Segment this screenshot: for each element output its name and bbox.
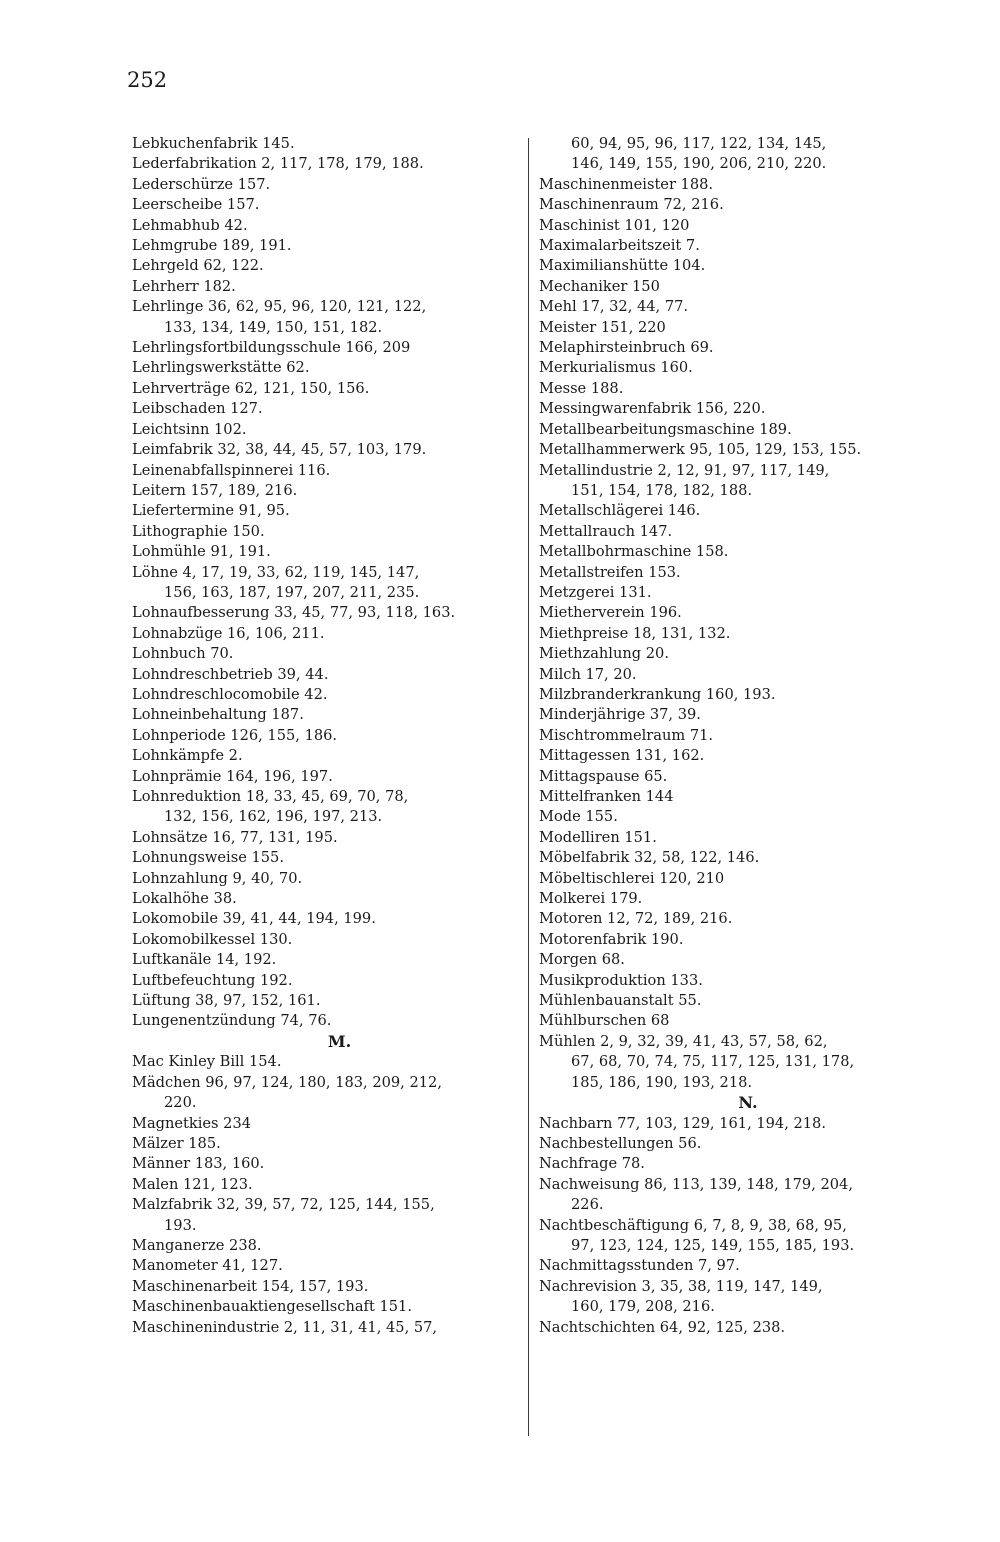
page-number: 252 [127,68,168,92]
index-entry: Liefertermine 91, 95. [132,502,290,520]
index-entry: Löhne 4, 17, 19, 33, 62, 119, 145, 147, [132,563,420,581]
index-entry: Lohnkämpfe 2. [132,747,243,765]
index-entry: Lohnaufbesserung 33, 45, 77, 93, 118, 163. [132,604,456,622]
index-entry: Lohndreschlocomobile 42. [132,685,328,703]
index-entry: Minderjährige 37, 39. [539,706,701,724]
index-entry: Maximilianshütte 104. [539,257,706,275]
index-entry: Mehl 17, 32, 44, 77. [539,298,689,316]
index-entry: Mühlen 2, 9, 32, 39, 41, 43, 57, 58, 62, [539,1032,828,1050]
index-entry: Möbeltischlerei 120, 210 [539,869,725,887]
index-entry: Messingwarenfabrik 156, 220. [539,400,766,418]
index-entry: Malen 121, 123. [132,1175,253,1193]
index-entry: Mode 155. [539,808,618,826]
index-column-right [539,134,929,1338]
index-entry: Nachbarn 77, 103, 129, 161, 194, 218. [539,1114,826,1132]
index-entry: Metallindustrie 2, 12, 91, 97, 117, 149, [539,461,830,479]
index-entry: Möbelfabrik 32, 58, 122, 146. [539,849,760,867]
index-entry: Metallhammerwerk 95, 105, 129, 153, 155. [539,441,862,459]
index-entry: Mädchen 96, 97, 124, 180, 183, 209, 212, [132,1073,442,1091]
index-entry-continuation: 160, 179, 208, 216. [571,1298,715,1316]
section-letter: N. [738,1093,758,1113]
index-entry: Maschinist 101, 120 [539,216,690,234]
index-entry: Maschinenmeister 188. [539,175,714,193]
index-entry: Nachtbeschäftigung 6, 7, 8, 9, 38, 68, 95, [539,1216,847,1234]
index-entry: Meister 151, 220 [539,318,666,336]
index-entry: Malzfabrik 32, 39, 57, 72, 125, 144, 155, [132,1196,435,1214]
index-entry: Maschinenbauaktiengesellschaft 151. [132,1298,412,1316]
index-entry: Nachmittagsstunden 7, 97. [539,1257,740,1275]
index-entry: Motoren 12, 72, 189, 216. [539,910,733,928]
index-entry: Metallschlägerei 146. [539,502,701,520]
index-entry: Metallbohrmaschine 158. [539,543,729,561]
index-entry: Männer 183, 160. [132,1155,265,1173]
index-entry: Miethpreise 18, 131, 132. [539,624,731,642]
index-entry: Lüftung 38, 97, 152, 161. [132,992,321,1010]
index-entry: Modelliren 151. [539,828,657,846]
section-letter: M. [327,1031,352,1051]
index-entry: Lohneinbehaltung 187. [132,706,304,724]
index-entry: Nachtschichten 64, 92, 125, 238. [539,1318,786,1336]
index-entry: Lohmühle 91, 191. [132,543,271,561]
index-entry: Mittagspause 65. [539,767,668,785]
index-entry: Mietherverein 196. [539,604,682,622]
index-entry: Lohnabzüge 16, 106, 211. [132,624,325,642]
index-entry: Maximalarbeitszeit 7. [539,237,700,255]
index-entry: Milzbranderkrankung 160, 193. [539,685,776,703]
index-entry: Maschinenarbeit 154, 157, 193. [132,1277,369,1295]
index-entry: Mühlenbauanstalt 55. [539,992,702,1010]
index-entry: Nachbestellungen 56. [539,1134,702,1152]
index-entry: Lehrgeld 62, 122. [132,257,264,275]
index-entry: Metallbearbeitungsmaschine 189. [539,420,792,438]
index-entry: Mittagessen 131, 162. [539,747,705,765]
index-entry-continuation: 146, 149, 155, 190, 206, 210, 220. [571,155,827,173]
index-entry: Lehmabhub 42. [132,216,248,234]
index-entry: Leichtsinn 102. [132,420,247,438]
index-column-left [132,134,519,1338]
index-entry: Lohnsätze 16, 77, 131, 195. [132,828,338,846]
index-entry: Molkerei 179. [539,890,643,908]
index-entry: Melaphirsteinbruch 69. [539,339,714,357]
index-entry: Lokomobilkessel 130. [132,930,293,948]
index-entry: Manganerze 238. [132,1236,262,1254]
index-entry: Lungenentzündung 74, 76. [132,1012,332,1030]
index-entry: Nachfrage 78. [539,1155,645,1173]
index-entry: Lehrlingswerkstätte 62. [132,359,310,377]
index-entry: Lehrlingsfortbildungsschule 166, 209 [132,339,411,357]
index-entry: Metzgerei 131. [539,583,652,601]
index-entry: Mittelfranken 144 [539,788,674,805]
index-entry: Lederschürze 157. [132,175,271,193]
index-entry: Lohnprämie 164, 196, 197. [132,767,333,785]
index-entry: Lohnperiode 126, 155, 186. [132,726,338,744]
column-divider [528,138,529,1436]
index-entry-continuation: 220. [164,1094,197,1112]
index-entry: Lohnzahlung 9, 40, 70. [132,869,303,887]
index-entry: Magnetkies 234 [132,1114,252,1132]
index-entry: Leibschaden 127. [132,400,263,418]
index-entry: Miethzahlung 20. [539,645,669,663]
index-entry: Nachweisung 86, 113, 139, 148, 179, 204, [539,1175,853,1193]
index-entry-continuation: 133, 134, 149, 150, 151, 182. [164,318,383,336]
index-entry: Lehrlinge 36, 62, 95, 96, 120, 121, 122, [132,298,427,316]
index-entry: Musikproduktion 133. [539,971,703,989]
index-entry: Mühlburschen 68 [539,1012,670,1030]
index-entry: Leimfabrik 32, 38, 44, 45, 57, 103, 179. [132,441,427,459]
index-entry-continuation: 67, 68, 70, 74, 75, 117, 125, 131, 178, [571,1053,855,1071]
index-entry: Milch 17, 20. [539,665,637,683]
index-entry: Lederfabrikation 2, 117, 178, 179, 188. [132,155,424,173]
index-entry: Lehrverträge 62, 121, 150, 156. [132,379,370,397]
index-entry: Leerscheibe 157. [132,196,260,214]
index-entry: Messe 188. [539,379,624,397]
index-entry-continuation: 60, 94, 95, 96, 117, 122, 134, 145, [571,135,827,152]
index-entry: Leinenabfallspinnerei 116. [132,461,331,479]
index-entry: Mechaniker 150 [539,277,660,295]
index-entry: Luftkanäle 14, 192. [132,951,277,969]
index-entry-continuation: 156, 163, 187, 197, 207, 211, 235. [164,583,420,601]
index-entry: Metallstreifen 153. [539,563,681,581]
index-entry-continuation: 97, 123, 124, 125, 149, 155, 185, 193. [571,1236,855,1254]
index-entry: Mälzer 185. [132,1134,221,1152]
index-entry: Mac Kinley Bill 154. [132,1053,282,1071]
index-entry: Lohnbuch 70. [132,645,234,663]
index-entry: Maschinenraum 72, 216. [539,196,724,214]
index-entry: Nachrevision 3, 35, 38, 119, 147, 149, [539,1277,823,1295]
index-entry: Lohndreschbetrieb 39, 44. [132,665,329,683]
index-entry: Luftbefeuchtung 192. [132,971,293,989]
index-entry-continuation: 151, 154, 178, 182, 188. [571,481,753,499]
index-entry: Lohnungsweise 155. [132,849,284,867]
index-entry: Lokalhöhe 38. [132,890,237,908]
index-entry: Lokomobile 39, 41, 44, 194, 199. [132,910,376,928]
index-entry: Leitern 157, 189, 216. [132,481,298,499]
index-entry: Merkurialismus 160. [539,359,693,377]
index-entry: Morgen 68. [539,951,625,969]
index-entry: Mischtrommelraum 71. [539,726,714,744]
index-entry: Maschinenindustrie 2, 11, 31, 41, 45, 57, [132,1318,438,1336]
index-entry: Manometer 41, 127. [132,1257,283,1275]
index-entry-continuation: 132, 156, 162, 196, 197, 213. [164,808,383,826]
index-entry: Motorenfabrik 190. [539,930,684,948]
index-entry: Lehmgrube 189, 191. [132,237,292,255]
index-entry: Lebkuchenfabrik 145. [132,135,295,152]
index-entry: Lohnreduktion 18, 33, 45, 69, 70, 78, [132,788,409,805]
index-entry-continuation: 193. [164,1216,197,1234]
index-entry: Lithographie 150. [132,522,265,540]
index-entry: Mettallrauch 147. [539,522,673,540]
index-entry: Lehrherr 182. [132,277,236,295]
index-entry-continuation: 226. [571,1196,604,1214]
index-entry-continuation: 185, 186, 190, 193, 218. [571,1073,753,1091]
